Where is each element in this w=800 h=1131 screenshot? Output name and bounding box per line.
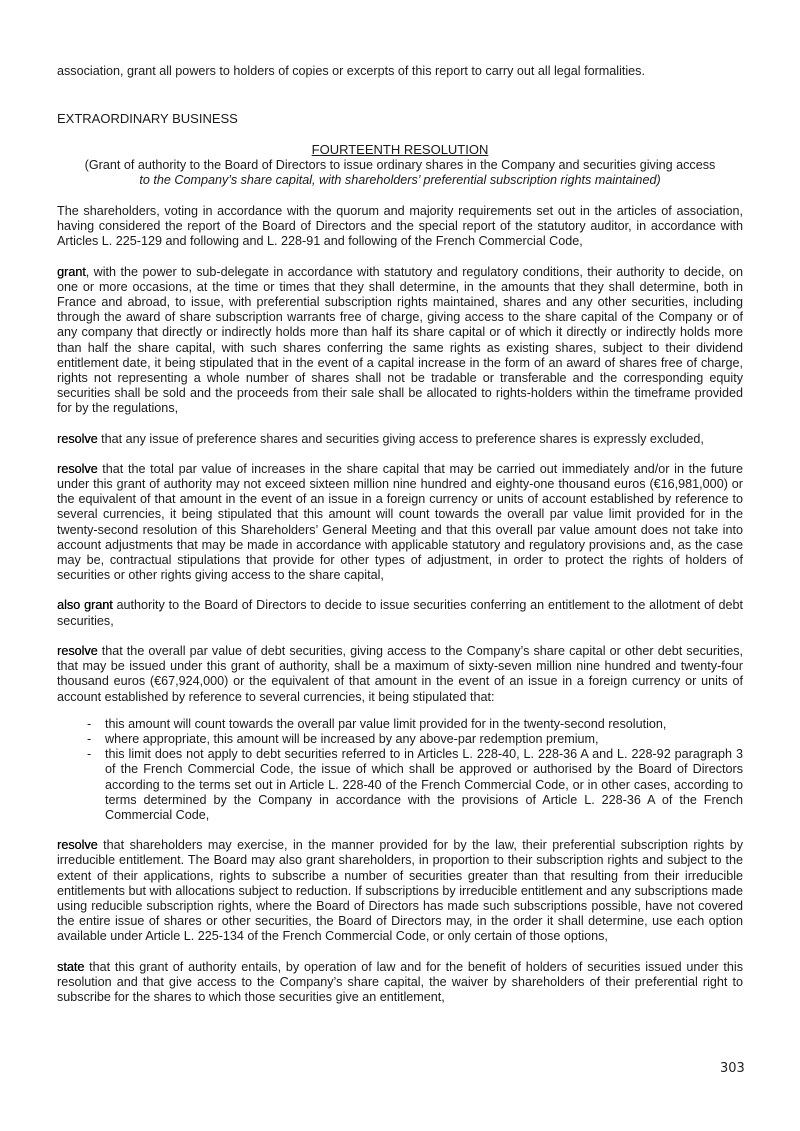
keyword: resolve xyxy=(57,838,98,853)
resolve-exclusion-paragraph xyxy=(57,432,743,447)
keyword: also grant xyxy=(57,598,113,613)
paragraph-body: , with the power to sub-delegate in accordance with statutory and regulatory conditions, their authority to decide, on one or more occasions, at the time or times that they shall determine, in the amounts that they shall determine, both in France and abroad, to issue, with preferential subscription rights maintained, shares and any other securities, including through the award of share subscription warrants free of charge, giving access to the share capital of the Company or of any company that directly or indirectly holds more than half its share capital or of which it directly or indirectly holds more than half the share capital, with such shares conferring the same rights as existing shares, subject to their dividend entitlement date, it being stipulated that in the event of a capital increase in the form of an award of shares free of charge, rights not representing a whole number of shares shall not be tradable or transferable and the corresponding equity securities shall be sold and the proceeds from their sale shall be allocated to rights-holders within the timeframe provided for by the regulations, xyxy=(57,264,743,416)
paragraph-body: that this grant of authority entails, by operation of law and for the benefit of holders of securities issued under this resolution and that give access to the Company’s share capital, the waiver by shareholders of their preferential right to subscribe for the shares to which those securities give an entitlement, xyxy=(57,959,743,1004)
list-item-text: this limit does not apply to debt securities referred to in Articles L. 228-40, L. 228-36 A and L. 228-92 paragraph 3 of the French Commercial Code, the issue of which shall be approved or authorised by the Board of Directors according to the terms set out in Article L. 228-40 of the French Commercial Code, or in other cases, according to terms determined by the Company in accordance with the provisions of Article L. 228-36 A of the French Commercial Code, xyxy=(105,747,743,822)
bullet-marker: - xyxy=(87,716,92,731)
keyword: grant xyxy=(57,264,86,279)
bullet-list xyxy=(57,717,743,823)
resolve-limit-paragraph xyxy=(57,462,743,584)
intro-text: association, grant all powers to holders of copies or excerpts of this report to carry out all legal formalities. xyxy=(57,64,645,78)
paragraph-body: that the total par value of increases in the share capital that may be carried out immediately and/or in the future under this grant of authority may not exceed sixteen million nine hundred and eighty-one thousand euros (€16,981,000) or the equivalent of that amount in the event of an issue in a foreign currency or units of account established by reference to several currencies, it being stipulated that this amount will count towards the overall par value limit provided for in the twenty-second resolution of this Shareholders’ General Meeting and that this overall par value amount does not take into account adjustments that may be made in accordance with applicable statutory and regulatory provisions and, as the case may be, contractual stipulations that provide for other types of adjustment, in order to protect the rights of holders of securities or other rights giving access to the share capital, xyxy=(57,461,743,583)
paragraph-body: that shareholders may exercise, in the manner provided for by the law, their preferential subscription rights by irreducible entitlement. The Board may also grant shareholders, in proportion to their subscription rights and subject to the extent of their applications, rights to subscribe a number of securities greater than that resulting from their irreducible entitlements but with allocations subject to reduction. If subscriptions by irreducible entitlement and any subscriptions made using reducible subscription rights, where the Board of Directors has made such subscriptions possible, have not covered the entire issue of shares or other securities, the Board of Directors may, in the order it shall determine, use each option available under Article L. 225-134 of the French Commercial Code, or only certain of those options, xyxy=(57,838,743,944)
paragraph-body: authority to the Board of Directors to decide to issue securities conferring an entitlement to the allotment of debt securities, xyxy=(57,598,743,628)
list-item xyxy=(87,716,743,732)
keyword: resolve xyxy=(57,431,98,446)
resolution-subtitle-line1: (Grant of authority to the Board of Directors to issue ordinary shares in the Company and securities giving access xyxy=(84,157,716,172)
resolution-subtitle-line2: to the Company’s share capital, with shareholders’ preferential subscription rights maintained) xyxy=(139,172,661,187)
list-item xyxy=(87,731,743,747)
paragraph-body: that any issue of preference shares and securities giving access to preference shares is expressly excluded, xyxy=(97,431,704,446)
preamble-paragraph: The shareholders, voting in accordance with the quorum and majority requirements set out in the articles of association, having considered the report of the Board of Directors and the special report of the statutory auditor, in accordance with Articles L. 225-129 and following and L. 228-91 and following of the French Commercial Code, xyxy=(57,204,743,249)
document-page xyxy=(57,64,743,1020)
grant-paragraph xyxy=(57,265,743,417)
keyword: resolve xyxy=(57,461,98,476)
resolution-title: FOURTEENTH RESOLUTION xyxy=(311,142,489,158)
state-waiver-paragraph xyxy=(57,960,743,1006)
section-heading: EXTRAORDINARY BUSINESS xyxy=(57,111,238,127)
keyword: resolve xyxy=(57,643,98,658)
list-item xyxy=(87,747,743,823)
paragraph-body: that the overall par value of debt securities, giving access to the Company’s share capital or other debt securities, that may be issued under this grant of authority, shall be a maximum of sixty-seven million nine hundred and twenty-four thousand euros (€67,924,000) or the equivalent of that amount in the event of an issue in a foreign currency or units of account established by reference to several currencies, it being stipulated that: xyxy=(57,643,743,704)
also-grant-paragraph xyxy=(57,598,743,628)
keyword: state xyxy=(57,959,85,974)
list-item-text: this amount will count towards the overall par value limit provided for in the twenty-second resolution, xyxy=(105,716,667,731)
resolve-debt-paragraph xyxy=(57,644,743,705)
bullet-marker: - xyxy=(87,731,92,746)
list-item-text: where appropriate, this amount will be increased by any above-par redemption premium, xyxy=(105,731,599,746)
bullet-marker: - xyxy=(87,747,92,762)
resolve-subscription-paragraph xyxy=(57,838,743,944)
page-number: 303 xyxy=(720,1061,745,1076)
